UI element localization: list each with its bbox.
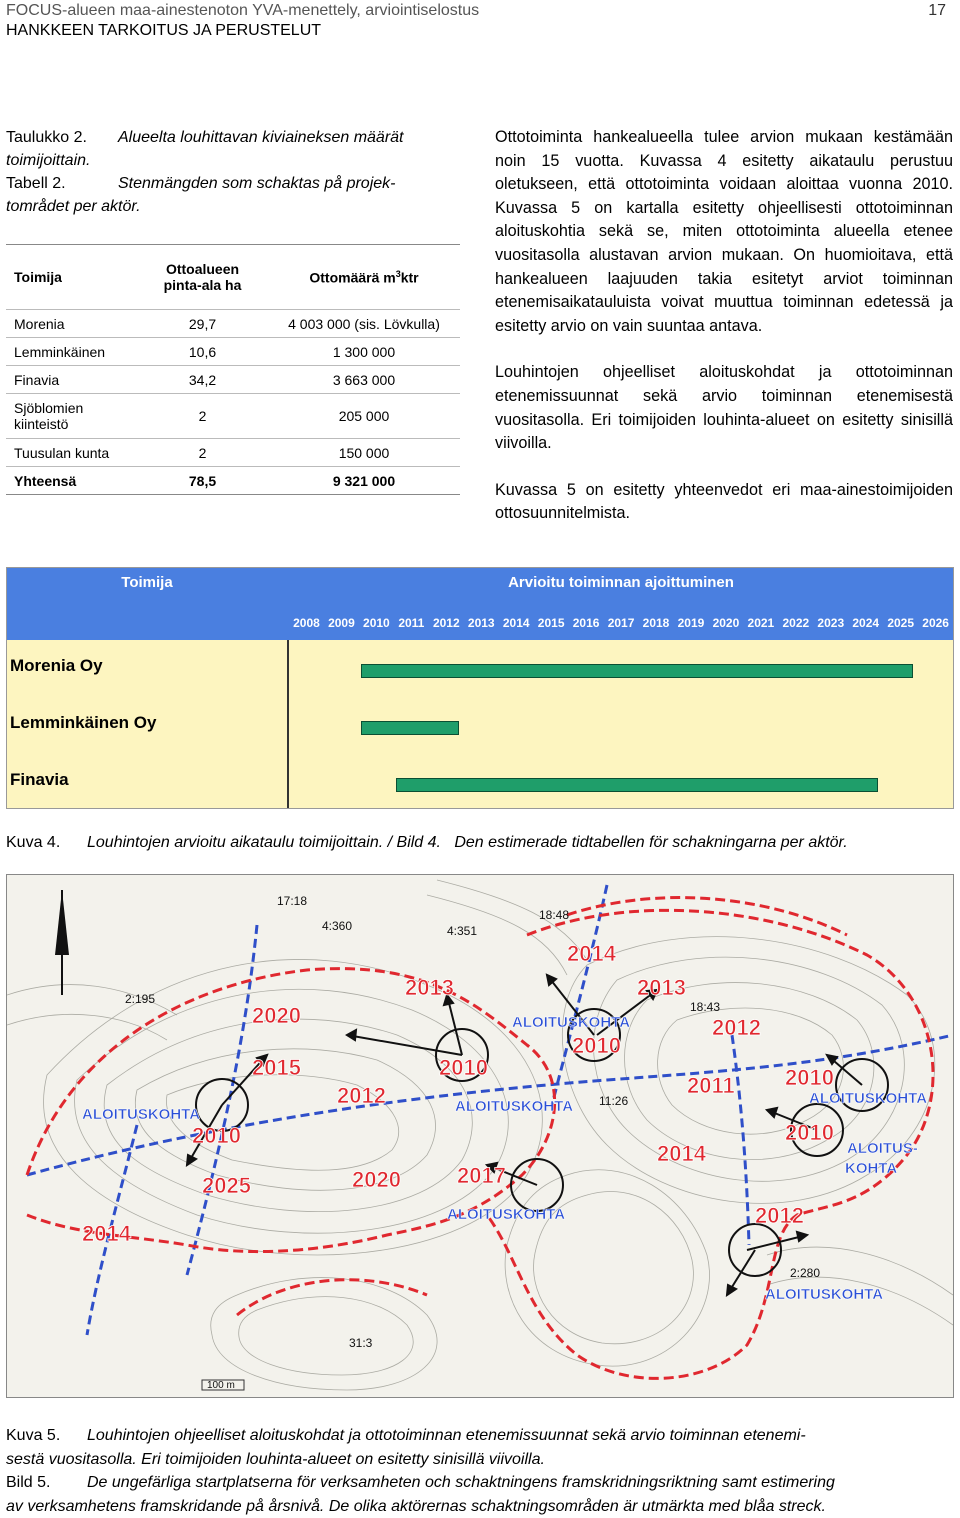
year-tick-label: 2012 xyxy=(432,616,460,630)
table-cell: Morenia xyxy=(6,310,137,338)
table-header-row xyxy=(6,245,460,310)
year-tick-label: 2013 xyxy=(467,616,495,630)
table-cell: 150 000 xyxy=(268,439,460,467)
start-point-label: ALOITUS- xyxy=(847,1140,918,1157)
table-cell: 4 003 000 (sis. Lövkulla) xyxy=(268,310,460,338)
table-cell: 1 300 000 xyxy=(268,338,460,366)
schedule-bar xyxy=(361,721,459,735)
parcel-label: 18:48 xyxy=(539,908,570,922)
caption-label: Tabell 2. xyxy=(6,175,66,192)
table-cell: Finavia xyxy=(6,366,137,394)
year-tick-label: 2018 xyxy=(642,616,670,630)
schedule-bar xyxy=(361,664,913,678)
parcel-label: 2:195 xyxy=(125,992,156,1006)
schedule-bar xyxy=(396,778,879,792)
caption-text: av verksamhetens framskridande på årsnivå. De olika aktörernas schaktningsområden är utmärkta med blåa streck. xyxy=(6,1497,826,1515)
parcel-label: 17:18 xyxy=(277,894,308,908)
year-tick-label: 2016 xyxy=(572,616,600,630)
figure-4-caption xyxy=(6,834,956,852)
table-cell: 29,7 xyxy=(137,310,268,338)
year-label: 2012 xyxy=(337,1083,386,1108)
paragraph: Ottotoiminta hankealueella tulee arvion mukaan kestämään noin 15 vuotta. Kuvassa 4 esitetty aikataulu perustuu oletukseen, että ottotoiminta voidaan aloittaa vuonna 2010. Kuvassa 5 on kartalla esitetty ohjeellisesti ottotoiminnan aloituskohtia sekä se, miten ottotoiminta alueella etenee vuositasolla alustavan arvion mukaan. On huomioitava, että hankealueen laajuuden takia esitetyt arviot toiminnan etenemisaikatauluista voivat muuttua toiminnan edetessä ja esitetty arvio on vain suuntaa antava. xyxy=(495,128,953,335)
caption-label: Kuva 4. xyxy=(6,834,61,851)
header-cell: Ottomäärä $m^3ktr$ xyxy=(268,245,460,310)
parcel-label: 18:43 xyxy=(690,1000,721,1014)
quantity-table xyxy=(6,244,460,495)
table-cell: 3 663 000 xyxy=(268,366,460,394)
table-caption xyxy=(6,126,456,218)
table-cell: 2 xyxy=(137,439,268,467)
year-label: 2010 xyxy=(439,1055,488,1080)
table-row xyxy=(6,338,460,366)
year-tick-label: 2010 xyxy=(363,616,390,630)
section-title: HANKKEEN TARKOITUS JA PERUSTELUT xyxy=(6,22,322,39)
chart-title: Arvioitu toiminnan ajoittuminen xyxy=(508,574,734,591)
north-arrow-icon xyxy=(55,890,69,995)
year-label: 2014 xyxy=(567,941,616,966)
start-point-label: ALOITUSKOHTA xyxy=(455,1098,574,1115)
table-cell: 78,5 xyxy=(137,467,268,495)
caption-label: Kuva 5. xyxy=(6,1427,61,1444)
year-label: 2010 xyxy=(572,1033,621,1058)
year-label: 2011 xyxy=(687,1073,735,1098)
chart-row-label: Lemminkäinen Oy xyxy=(10,713,157,732)
header-cell: Ottoalueen pinta-ala ha xyxy=(137,245,268,310)
figure-5-caption xyxy=(6,1424,950,1518)
year-axis xyxy=(289,610,953,636)
year-tick-label: 2024 xyxy=(852,616,880,630)
start-point-label: ALOITUSKOHTA xyxy=(447,1206,566,1223)
paragraph: Kuvassa 5 on esitetty yhteenvedot eri maa-ainestoimijoiden ottosuunnitelmista. xyxy=(495,480,953,523)
chart-category-header: Toimija xyxy=(121,574,173,591)
chart-header xyxy=(7,568,953,640)
table-row xyxy=(6,310,460,338)
start-point-label: ALOITUSKOHTA xyxy=(765,1286,884,1303)
year-label: 2020 xyxy=(352,1167,401,1192)
year-tick-label: 2009 xyxy=(328,616,355,630)
table-cell: Sjöblomien kiinteistö xyxy=(6,394,137,439)
table-cell: 34,2 xyxy=(137,366,268,394)
header-cell: Toimija xyxy=(6,245,137,310)
schedule-chart xyxy=(6,567,954,809)
table-cell: Yhteensä xyxy=(6,467,137,495)
year-label: 2015 xyxy=(252,1055,301,1080)
year-tick-label: 2015 xyxy=(537,616,565,630)
table-cell: 2 xyxy=(137,394,268,439)
caption-label: Taulukko 2. xyxy=(6,129,87,146)
caption-text: tområdet per aktör. xyxy=(6,198,141,215)
year-label: 2010 xyxy=(785,1120,834,1145)
year-tick-label: 2008 xyxy=(293,616,320,630)
table-row xyxy=(6,439,460,467)
body-text xyxy=(495,126,953,549)
start-point-label: ALOITUSKOHTA xyxy=(82,1106,201,1123)
document-title: FOCUS-alueen maa-ainestenoton YVA-menettely, arviointiselostus xyxy=(6,2,480,19)
year-tick-label: 2020 xyxy=(712,616,740,630)
map-svg xyxy=(7,875,953,1397)
map-figure xyxy=(6,874,954,1398)
year-tick-label: 2023 xyxy=(817,616,845,630)
table-cell: Lemminkäinen xyxy=(6,338,137,366)
parcel-label: 4:351 xyxy=(447,924,478,938)
year-label: 2025 xyxy=(202,1173,251,1198)
year-label: 2010 xyxy=(192,1123,241,1148)
year-label: 2012 xyxy=(755,1203,804,1228)
year-label: 2014 xyxy=(657,1141,706,1166)
caption-text: De ungefärliga startplatserna för verksamheten och schaktningens framskridningsriktning samt estimering xyxy=(87,1474,835,1491)
chart-row-label: Morenia Oy xyxy=(10,656,103,675)
caption-text: Alueelta louhittavan kiviaineksen määrät xyxy=(118,129,404,146)
parcel-label: 31:3 xyxy=(349,1336,373,1350)
year-label: 2013 xyxy=(637,975,686,1000)
parcel-label: 2:280 xyxy=(790,1266,821,1280)
year-label: 2010 xyxy=(785,1065,834,1090)
table-total-row xyxy=(6,467,460,495)
year-tick-label: 2022 xyxy=(782,616,810,630)
start-point-label: ALOITUSKOHTA xyxy=(512,1014,631,1031)
year-label: 2013 xyxy=(405,975,454,1000)
caption-text: sestä vuositasolla. Eri toimijoiden louhinta-alueet on esitetty sinisillä viivoilla. xyxy=(6,1450,545,1468)
table-cell: 9 321 000 xyxy=(268,467,460,495)
start-point-label: ALOITUSKOHTA xyxy=(809,1090,928,1107)
table-cell: Tuusulan kunta xyxy=(6,439,137,467)
parcel-label: 4:360 xyxy=(322,919,353,933)
paragraph: Louhintojen ohjeelliset aloituskohdat ja ottotoiminnan etenemissuunnat sekä arvio toiminnan etenemisestä vuositasolla. Eri toimijoiden louhinta-alueet on esitetty sinisillä viivoilla. xyxy=(495,363,953,453)
caption-text: Den estimerade tidtabellen för schakningarna per aktör. xyxy=(454,834,848,851)
year-label: 2020 xyxy=(252,1003,301,1028)
caption-text: Louhintojen arvioitu aikataulu toimijoittain. / Bild 4. xyxy=(87,834,441,851)
caption-text: toimijoittain. xyxy=(6,152,91,169)
year-label: 2014 xyxy=(82,1221,131,1246)
caption-text: Stenmängden som schaktas på projek- xyxy=(118,175,396,192)
table-cell: 205 000 xyxy=(268,394,460,439)
year-label: 2012 xyxy=(712,1015,761,1040)
year-tick-label: 2025 xyxy=(887,616,915,630)
divider xyxy=(287,640,289,808)
year-tick-label: 2014 xyxy=(502,616,530,630)
year-tick-label: 2017 xyxy=(607,616,635,630)
parcel-label: 11:26 xyxy=(599,1094,629,1108)
table-row xyxy=(6,366,460,394)
caption-text: Louhintojen ohjeelliset aloituskohdat ja ottotoiminnan etenemissuunnat sekä arvio toiminnan etenemi- xyxy=(87,1427,806,1444)
year-tick-label: 2011 xyxy=(398,616,425,630)
year-tick-label: 2021 xyxy=(747,616,775,630)
year-tick-label: 2026 xyxy=(922,616,949,630)
table-row xyxy=(6,394,460,439)
start-point-label: KOHTA xyxy=(845,1160,898,1177)
chart-row-label: Finavia xyxy=(10,770,69,789)
scale-label: 100 m xyxy=(207,1380,235,1391)
page-number: 17 xyxy=(928,2,946,19)
year-label: 2017 xyxy=(457,1163,506,1188)
caption-label: Bild 5. xyxy=(6,1474,51,1491)
table-cell: 10,6 xyxy=(137,338,268,366)
year-tick-label: 2019 xyxy=(677,616,705,630)
